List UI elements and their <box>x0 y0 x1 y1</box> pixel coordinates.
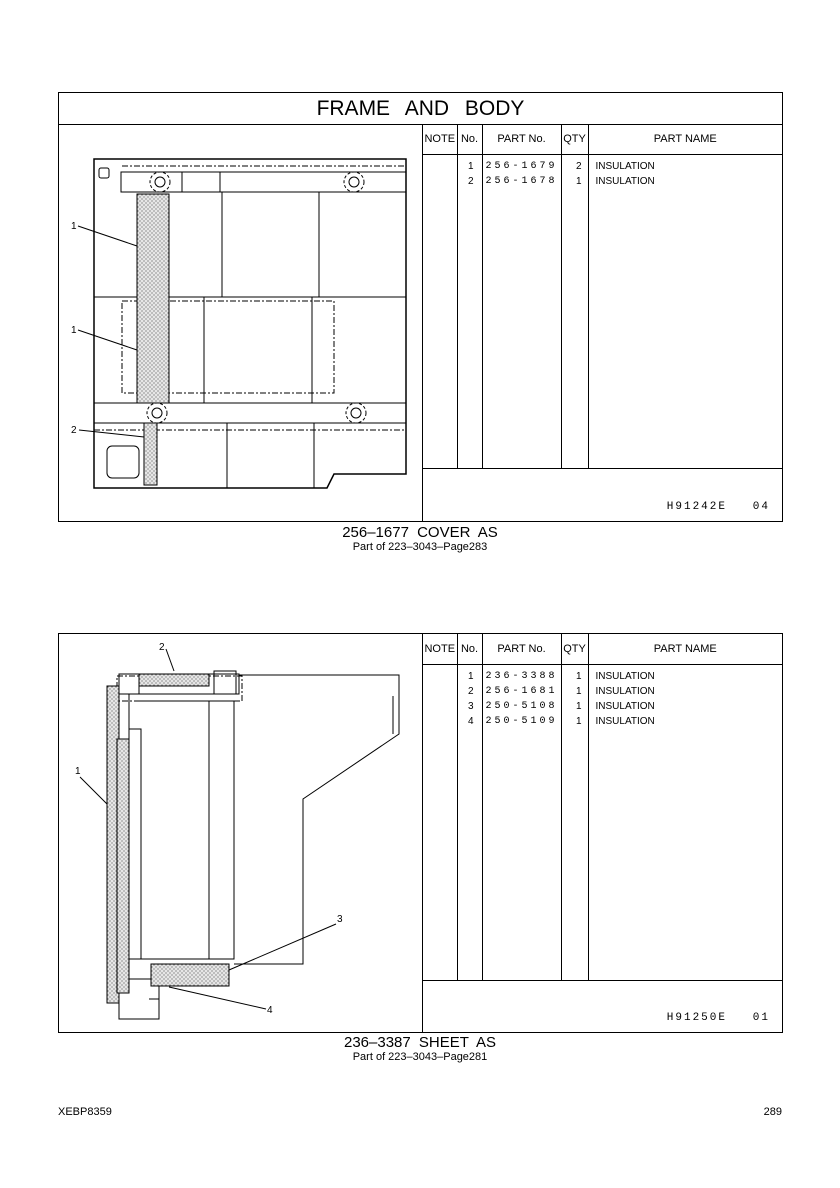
table-row: 3 250-5108 1 INSULATION <box>423 701 782 716</box>
caption-subtitle: Part of 223–3043–Page281 <box>352 1051 488 1063</box>
table-row: 4 250-5109 1 INSULATION <box>423 716 782 731</box>
drawing-ref-code: H91242E 04 <box>666 501 770 513</box>
callout-label: 2 <box>71 425 77 436</box>
callout-label: 3 <box>337 914 343 925</box>
caption-title: 236–3387 SHEET AS <box>344 1034 496 1051</box>
callout-label: 1 <box>71 325 77 336</box>
section-1-drawing <box>59 124 423 521</box>
section-1-parts-table <box>423 124 782 468</box>
page-title: FRAME AND BODY <box>59 93 782 125</box>
header-no: No. <box>457 634 482 665</box>
header-note: NOTE <box>423 634 457 665</box>
header-part-no: PART No. <box>482 634 561 665</box>
section-2-frame <box>58 633 783 1033</box>
cover-diagram <box>59 124 421 520</box>
header-note: NOTE <box>423 124 457 155</box>
section-2-drawing <box>59 634 423 1032</box>
header-part-name: PART NAME <box>588 634 782 665</box>
callout-label: 1 <box>71 221 77 232</box>
section-2-footer <box>423 980 782 1032</box>
document-code: XEBP8359 <box>58 1106 112 1118</box>
table-row: 1 256-1679 2 INSULATION <box>423 155 782 177</box>
callout-label: 1 <box>75 766 81 777</box>
section-1-caption <box>0 525 840 553</box>
caption-title: 256–1677 COVER AS <box>342 524 498 541</box>
section-1-frame <box>58 92 783 522</box>
callout-label: 2 <box>159 642 165 653</box>
table-row: 2 256-1678 1 INSULATION <box>423 176 782 191</box>
callout-label: 4 <box>267 1005 273 1016</box>
header-part-name: PART NAME <box>588 124 782 155</box>
caption-subtitle: Part of 223–3043–Page283 <box>352 541 488 553</box>
drawing-ref-code: H91250E 01 <box>666 1012 770 1024</box>
page-number: 289 <box>763 1106 782 1118</box>
sheet-diagram <box>59 634 421 1032</box>
section-2-caption <box>0 1035 840 1063</box>
table-row: 1 236-3388 1 INSULATION <box>423 665 782 687</box>
header-qty: QTY <box>561 124 588 155</box>
header-qty: QTY <box>561 634 588 665</box>
section-1-footer <box>423 468 782 521</box>
section-2-parts-table <box>423 634 782 980</box>
table-row: 2 256-1681 1 INSULATION <box>423 686 782 701</box>
header-no: No. <box>457 124 482 155</box>
header-part-no: PART No. <box>482 124 561 155</box>
